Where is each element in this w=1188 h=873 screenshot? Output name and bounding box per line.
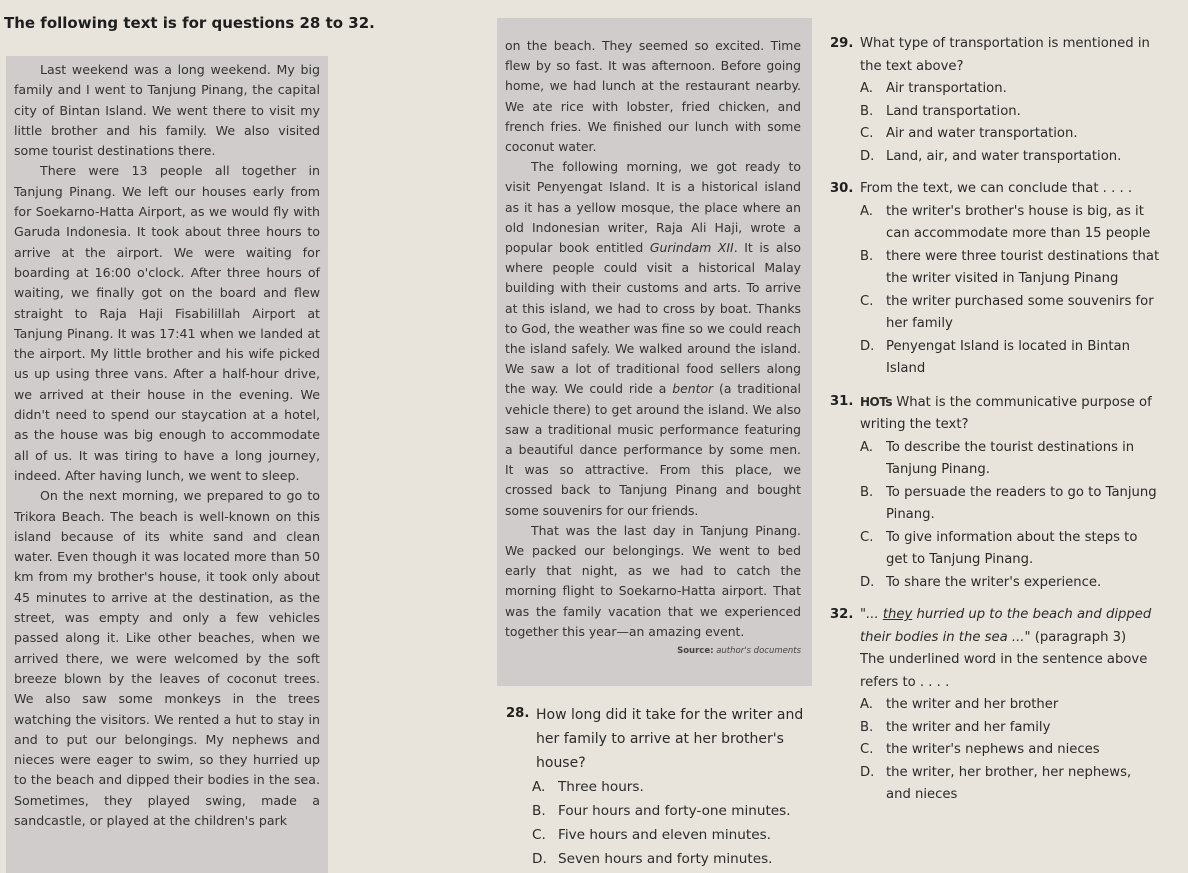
hots-badge: HOTs (860, 394, 892, 409)
question-28 (506, 703, 826, 871)
passage-paragraph-1: Last weekend was a long weekend. My big family and I went to Tanjung Pinang, the capital city of Bintan Island. We went there to visit my little brother and his family. We also visited some tourist destinations there. (14, 62, 320, 159)
questions-column-3 (830, 33, 1160, 817)
question-number: 31. (830, 393, 854, 409)
question-stem: How long did it take for the writer and her family to arrive at her brother's house? (536, 707, 804, 771)
option-d[interactable]: D. To share the writer's experience. (860, 574, 1102, 590)
question-30 (830, 178, 1160, 381)
option-c[interactable]: C. the writer's nephews and nieces (860, 742, 1100, 757)
option-list (830, 694, 1160, 807)
option-b[interactable]: B. there were three tourist destinations that the writer visited in Tanjung Pinang (860, 248, 1160, 286)
question-stem: "... they hurried up to the beach and dipped their bodies in the sea ..." (paragraph 3) The underlined word in the sentence above refers to . . . . (860, 607, 1152, 690)
passage-column-2 (505, 36, 801, 658)
question-number: 32. (830, 607, 854, 622)
option-a[interactable]: A. the writer's brother's house is big, as it can accommodate more than 15 people (860, 203, 1151, 241)
option-d[interactable]: D. Land, air, and water transportation. (860, 148, 1122, 164)
option-b[interactable]: B. the writer and her family (860, 719, 1051, 735)
option-b[interactable]: B. Four hours and forty-one minutes. (532, 803, 791, 819)
option-d[interactable]: D. Penyengat Island is located in Bintan Island (860, 338, 1131, 376)
section-heading: The following text is for questions 28 to 32. (4, 14, 375, 32)
option-list (830, 78, 1160, 168)
passage-paragraph-2: There were 13 people all together in Tanjung Pinang. We left our houses early from for Soekarno-Hatta Airport, as we would fly with Garuda Indonesia. It took about three hours to arrive at the airport. We were waiting for boarding at 16:00 o'clock. After three hours of waiting, we finally got on the board and flew straight to Raja Haji Fisabilillah Airport at Tanjung Pinang. It was 17:41 when we landed at the airport. My little brother and his wife picked us up using three vans. After a half-hour drive, we arrived at their house in the evening. We didn't need to spend our staycation at a hotel, as the house was big enough to accommodate all of us. It was tiring to have a long journey, indeed. After having lunch, we went to sleep. (14, 163, 320, 483)
book-title: Gurindam XII (649, 240, 734, 256)
option-list (830, 201, 1160, 381)
option-d[interactable]: D. the writer, her brother, her nephews, and nieces (860, 764, 1132, 802)
option-a[interactable]: A. Air transportation. (860, 81, 1007, 96)
underlined-word: they (882, 607, 913, 622)
question-31 (830, 391, 1160, 595)
question-number: 28. (506, 706, 530, 721)
question-number: 30. (830, 181, 854, 196)
option-b[interactable]: B. Land transportation. (860, 103, 1021, 119)
question-stem: From the text, we can conclude that . . . . (860, 181, 1133, 196)
option-a[interactable]: A. To describe the tourist destinations in Tanjung Pinang. (860, 439, 1135, 477)
option-a[interactable]: A. Three hours. (532, 779, 644, 795)
passage-paragraph-3-continued: on the beach. They seemed so excited. Time flew by so fast. It was afternoon. Before going home, we had lunch at the restaurant nearby. We ate rice with lobster, fried chicken, and french fries. We finished our lunch with some coconut water. (505, 38, 801, 155)
passage-paragraph-5: That was the last day in Tanjung Pinang. We packed our belongings. We went to bed early that night, as we had to catch the morning flight to Soekarno-Hatta airport. That was the family vacation that we experienced together this year—an amazing event. (505, 522, 801, 639)
option-c[interactable]: C. the writer purchased some souvenirs for her family (860, 293, 1154, 331)
question-32 (830, 604, 1160, 807)
option-c[interactable]: C. Five hours and eleven minutes. (532, 827, 771, 843)
option-list (830, 437, 1160, 595)
passage-paragraph-3: On the next morning, we prepared to go to Trikora Beach. The beach is well-known on this island because of its white sand and clean water. Even though it was located more than 50 km from my brother's house, it took only about 45 minutes to arrive at the destination, as the street, was empty and only a few vehicles passed along it. Like other beaches, when we arrived there, we were welcomed by the soft breeze blown by the leaves of coconut trees. We also saw some monkeys in the trees watching the visitors. We rented a hut to stay in and to put our belongings. My nephews and nieces were eager to swim, so they hurried up to the beach and dipped their bodies in the sea. Sometimes, they played swing, made a sandcastle, or played at the children's park (14, 488, 320, 828)
question-number: 29. (830, 36, 854, 51)
question-29 (830, 33, 1160, 168)
option-b[interactable]: B. To persuade the readers to go to Tanjung Pinang. (860, 484, 1157, 522)
quoted-sentence: "... they hurried up to the beach and dipped their bodies in the sea ..." (860, 607, 1152, 645)
question-stem: HOTs What is the communicative purpose of writing the text? (860, 394, 1152, 432)
option-c[interactable]: C. Air and water transportation. (860, 126, 1078, 141)
option-c[interactable]: C. To give information about the steps to get to Tanjung Pinang. (860, 529, 1138, 567)
option-a[interactable]: A. the writer and her brother (860, 697, 1059, 712)
option-list (506, 775, 826, 871)
question-stem: What type of transportation is mentioned in the text above? (860, 36, 1150, 74)
source-note: Source: author's documents (677, 646, 801, 657)
option-d[interactable]: D. Seven hours and forty minutes. (532, 851, 773, 867)
passage-column-1 (14, 60, 320, 831)
bentor-term: bentor (672, 381, 714, 397)
passage-paragraph-4: The following morning, we got ready to visit Penyengat Island. It is a historical island as it has a yellow mosque, the place where an old Indonesian writer, Raja Ali Haji, wrote a popular book entitled Gurindam XII. It is also where people could visit a historical Malay building with their customs and arts. To arrive at this island, we had to cross by boat. Thanks to God, the weather was fine so we could reach the island safely. We walked around the island. We saw a lot of traditional food sellers along the way. We could ride a bentor (a traditional vehicle there) to get around the island. We also saw a traditional music performance featuring a beautiful dance performance by some men. It was so attractive. From this place, we crossed back to Tanjung Pinang and bought some souvenirs for our friends. (505, 159, 801, 518)
